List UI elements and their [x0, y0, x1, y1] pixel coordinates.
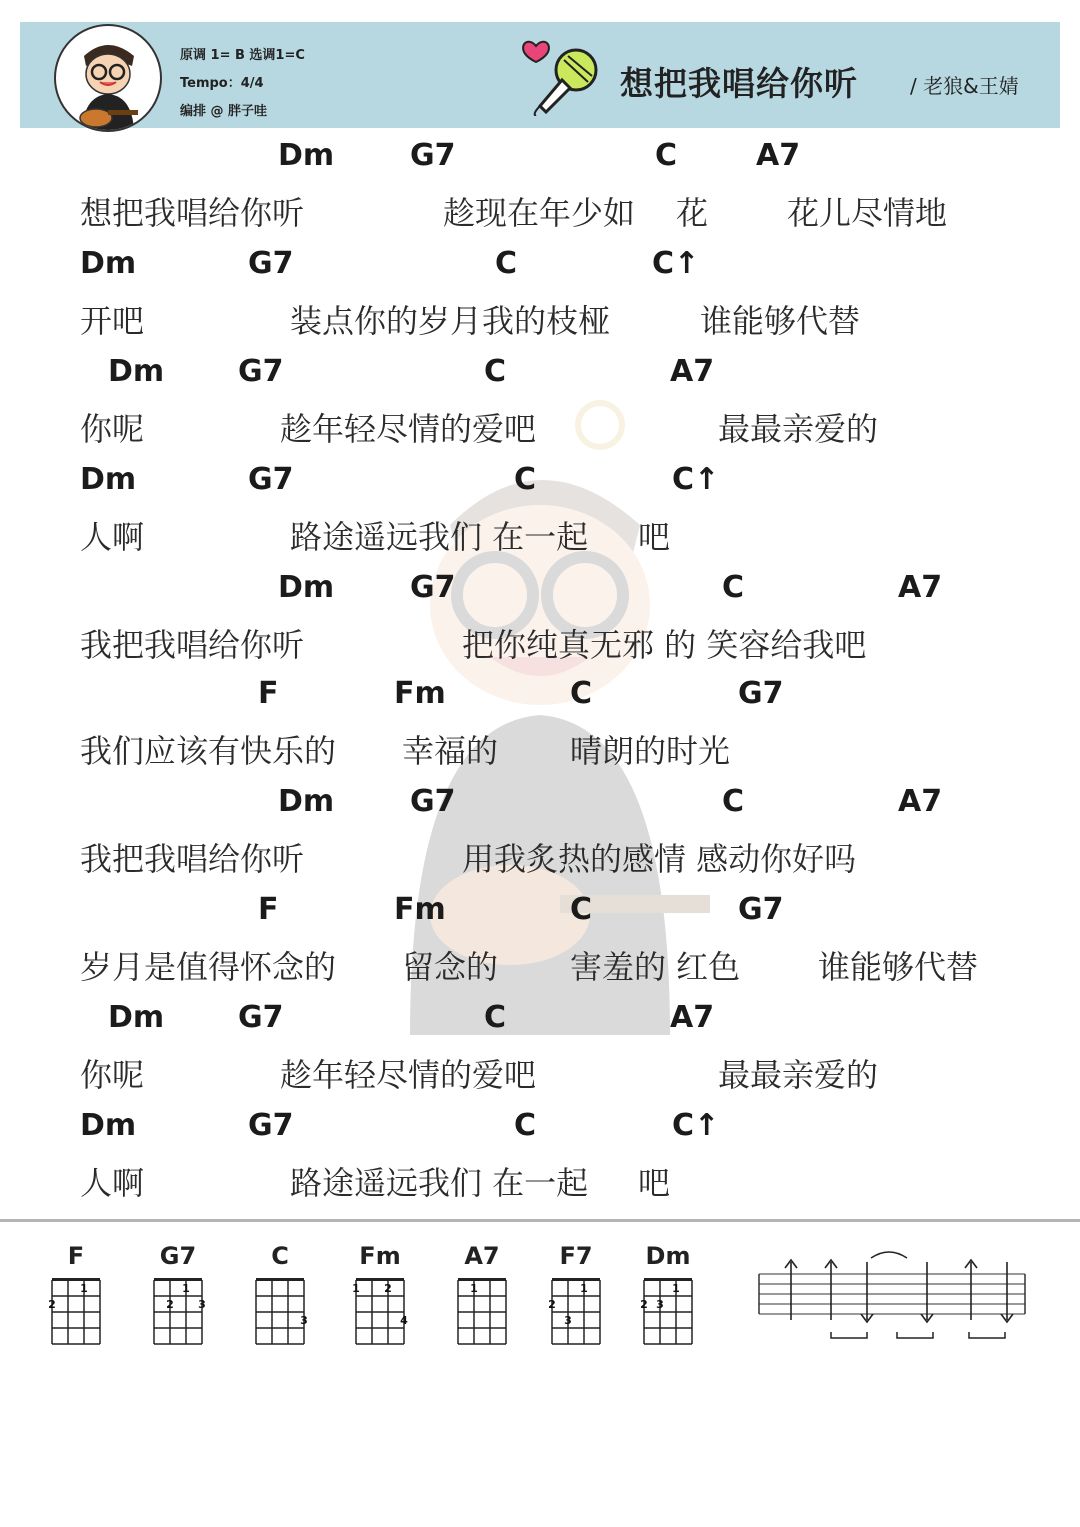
- lyric: 留念的: [402, 948, 499, 986]
- lyric: 幸福的: [402, 732, 499, 770]
- lyric-line-10: [0, 1158, 1080, 1202]
- chord: F: [258, 892, 279, 927]
- finger-number: 1: [470, 1282, 478, 1295]
- lyric: 谁能够代替: [818, 948, 979, 986]
- chord-line-4: [0, 462, 1080, 502]
- chord-diagram-grid: [452, 1276, 512, 1348]
- song-title: 想把我唱给你听: [620, 64, 858, 103]
- chord-line-6: [0, 676, 1080, 716]
- finger-number: 2: [640, 1298, 648, 1311]
- chord-line-5: [0, 570, 1080, 610]
- chord: G7: [238, 354, 284, 389]
- chord: G7: [238, 1000, 284, 1035]
- cartoon-boy-ukulele-icon: [54, 24, 162, 132]
- chord: C: [570, 892, 593, 927]
- chord-line-7: [0, 784, 1080, 824]
- chord: A7: [898, 784, 943, 819]
- finger-number: 1: [80, 1282, 88, 1295]
- chord-diagram-name: Fm: [359, 1242, 401, 1270]
- lyric: 想把我唱给你听: [80, 194, 305, 232]
- key-info: 原调 1= B 选调1=C: [180, 48, 305, 63]
- lyric: 趁年轻尽情的爱吧: [280, 410, 537, 448]
- lyric: 趁年轻尽情的爱吧: [280, 1056, 537, 1094]
- chord: Fm: [394, 676, 446, 711]
- finger-number: 3: [656, 1298, 664, 1311]
- chord-diagram-grid: [350, 1276, 410, 1348]
- chord: C: [570, 676, 593, 711]
- chord-line-2: [0, 246, 1080, 286]
- chord: G7: [410, 784, 456, 819]
- lyric-line-8: [0, 942, 1080, 986]
- lyric-line-6: [0, 726, 1080, 770]
- chord: Fm: [394, 892, 446, 927]
- chord: C: [655, 138, 678, 173]
- finger-number: 2: [384, 1282, 392, 1295]
- section-divider: [0, 1219, 1080, 1222]
- microphone-heart-icon: [518, 36, 608, 120]
- lyric: 最最亲爱的: [718, 410, 879, 448]
- chord-diagram-name: C: [271, 1242, 289, 1270]
- beam-bracket: [831, 1332, 867, 1338]
- chord: Dm: [278, 570, 335, 605]
- finger-number: 3: [564, 1314, 572, 1327]
- chord-line-1: [0, 138, 1080, 178]
- chord: Dm: [80, 246, 137, 281]
- finger-number: 1: [352, 1282, 360, 1295]
- chord: C: [514, 1108, 537, 1143]
- finger-number: 4: [400, 1314, 408, 1327]
- lyric: 吧: [638, 518, 671, 556]
- finger-number: 1: [580, 1282, 588, 1295]
- lyric: 晴朗的时光: [570, 732, 731, 770]
- lyric: 吧: [638, 1164, 671, 1202]
- chord: C: [722, 784, 745, 819]
- tie-mark: [871, 1252, 907, 1258]
- strum-arrow-down: [861, 1262, 873, 1322]
- song-artist: / 老狼&王婧: [910, 74, 1019, 98]
- strum-pattern-icon: [755, 1248, 1031, 1352]
- lyric: 人啊: [80, 518, 145, 556]
- chord: G7: [410, 138, 456, 173]
- lyric: 花儿尽情地: [787, 194, 948, 232]
- tempo-info: Tempo：4/4: [180, 76, 264, 91]
- lyric-line-9: [0, 1050, 1080, 1094]
- chord: C: [484, 354, 507, 389]
- strum-arrow-up: [785, 1260, 797, 1320]
- finger-number: 2: [548, 1298, 556, 1311]
- chord-diagram-grid: [148, 1276, 208, 1348]
- chord: A7: [756, 138, 801, 173]
- finger-number: 1: [672, 1282, 680, 1295]
- chord: C↑: [652, 246, 700, 281]
- lyric: 路途遥远我们 在一起: [290, 1164, 589, 1202]
- chord-diagram-grid: [46, 1276, 106, 1348]
- chord-diagram-name: G7: [159, 1242, 197, 1270]
- chord: G7: [738, 892, 784, 927]
- chord-diagram-name: A7: [464, 1242, 500, 1270]
- chord-diagram-name: Dm: [645, 1242, 691, 1270]
- chord: G7: [248, 246, 294, 281]
- chord-diagram-grid: [250, 1276, 310, 1348]
- chord: C: [722, 570, 745, 605]
- finger-number: 3: [198, 1298, 206, 1311]
- finger-number: 2: [48, 1298, 56, 1311]
- arranger-info: 编排 @ 胖子哇: [180, 104, 268, 119]
- lyric: 人啊: [80, 1164, 145, 1202]
- lyric-line-1: [0, 188, 1080, 232]
- lyric: 路途遥远我们 在一起: [290, 518, 589, 556]
- chord: Dm: [278, 138, 335, 173]
- chord: C: [484, 1000, 507, 1035]
- chord: F: [258, 676, 279, 711]
- chord: Dm: [80, 1108, 137, 1143]
- beam-bracket: [969, 1332, 1005, 1338]
- finger-number: 2: [166, 1298, 174, 1311]
- lyric-line-3: [0, 404, 1080, 448]
- finger-number: 1: [182, 1282, 190, 1295]
- chord: C↑: [672, 462, 720, 497]
- strum-arrow-down: [1001, 1262, 1013, 1322]
- lyric-line-5: [0, 620, 1080, 664]
- chord: Dm: [80, 462, 137, 497]
- chord-diagram-name: F: [67, 1242, 85, 1270]
- chord: G7: [248, 462, 294, 497]
- lyric: 谁能够代替: [700, 302, 861, 340]
- chord: Dm: [108, 1000, 165, 1035]
- finger-number: 3: [300, 1314, 308, 1327]
- lyric: 最最亲爱的: [718, 1056, 879, 1094]
- strum-arrow-down: [921, 1262, 933, 1322]
- chord-diagram-name: F7: [559, 1242, 593, 1270]
- chord: Dm: [108, 354, 165, 389]
- lyric: 我们应该有快乐的: [80, 732, 337, 770]
- lyric-line-2: [0, 296, 1080, 340]
- chord-diagram-grid: [546, 1276, 606, 1348]
- lyric: 用我炙热的感情 感动你好吗: [462, 840, 857, 878]
- chord: G7: [738, 676, 784, 711]
- lyric: 我把我唱给你听: [80, 840, 305, 878]
- chord: A7: [670, 1000, 715, 1035]
- chord: A7: [898, 570, 943, 605]
- chord-line-8: [0, 892, 1080, 932]
- lyric: 把你纯真无邪 的 笑容给我吧: [462, 626, 867, 664]
- chord: C↑: [672, 1108, 720, 1143]
- strum-arrow-up: [965, 1260, 977, 1320]
- chord: G7: [248, 1108, 294, 1143]
- chord-line-10: [0, 1108, 1080, 1148]
- lyric: 装点你的岁月我的枝桠: [290, 302, 611, 340]
- lyric: 害羞的 红色: [570, 948, 741, 986]
- lyric-line-4: [0, 512, 1080, 556]
- lyric: 我把我唱给你听: [80, 626, 305, 664]
- chord: Dm: [278, 784, 335, 819]
- chord-line-9: [0, 1000, 1080, 1040]
- chord: A7: [670, 354, 715, 389]
- beam-bracket: [897, 1332, 933, 1338]
- lyric: 开吧: [80, 302, 145, 340]
- chord-line-3: [0, 354, 1080, 394]
- chord: C: [495, 246, 518, 281]
- lyric: 岁月是值得怀念的: [80, 948, 337, 986]
- lyric-line-7: [0, 834, 1080, 878]
- chord-diagram-grid: [638, 1276, 698, 1348]
- lyric: 你呢: [80, 1056, 145, 1094]
- lyric: 花: [676, 194, 709, 232]
- lyric: 你呢: [80, 410, 145, 448]
- chord: G7: [410, 570, 456, 605]
- lyric: 趁现在年少如: [443, 194, 636, 232]
- strum-arrow-up: [825, 1260, 837, 1320]
- chord: C: [514, 462, 537, 497]
